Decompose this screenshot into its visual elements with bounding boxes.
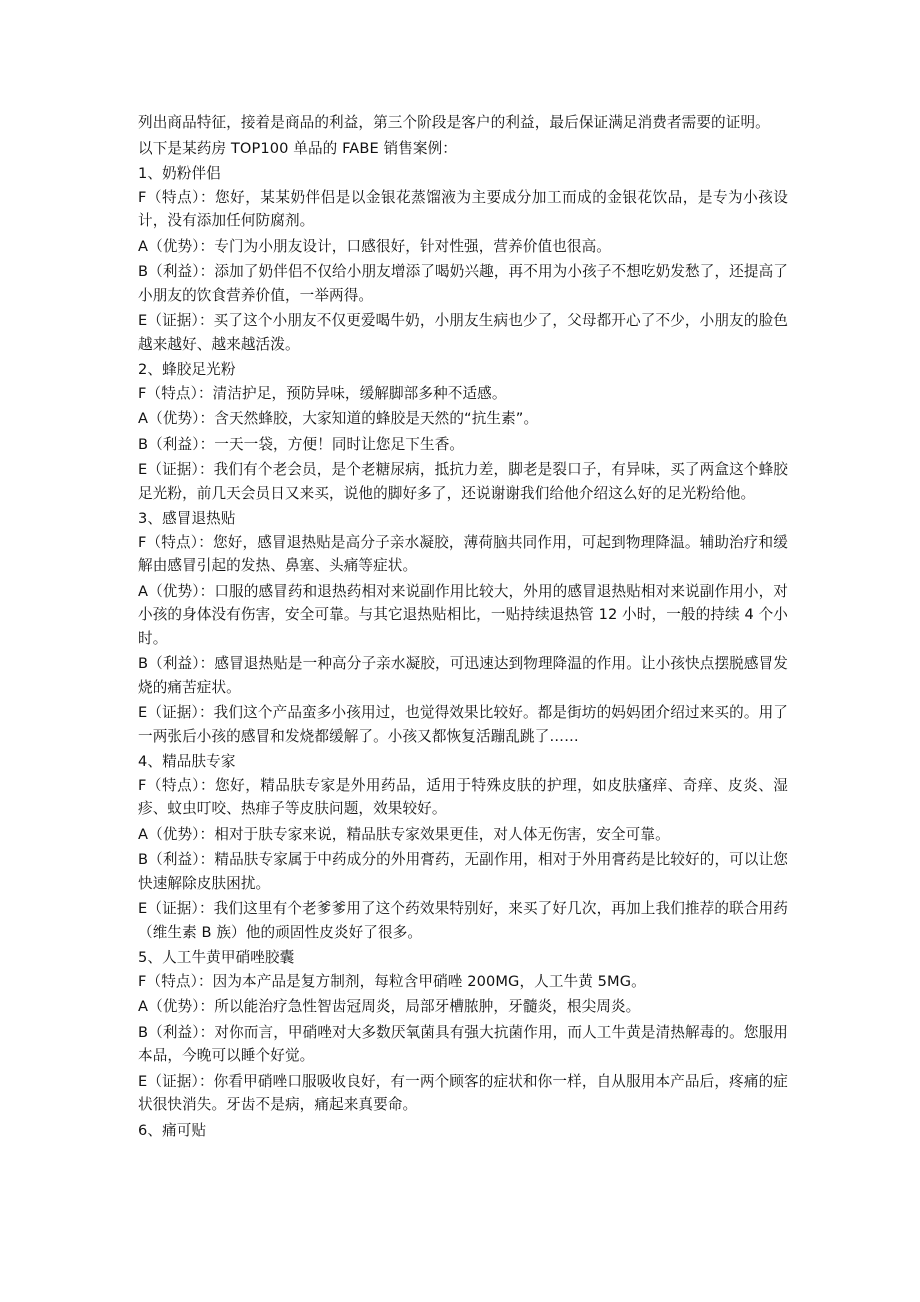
product-heading-6: 6、痛可贴 [138,1121,207,1139]
product-2-advantage: A（优势）：含天然蜂胶，大家知道的蜂胶是天然的“抗生素”。 [138,410,539,427]
product-5-benefit: B（利益）：对你而言，甲硝唑对大多数厌氧菌具有强大抗菌作用，而人工牛黄是清热解毒的。您服用本品，今晚可以睡个好觉。 [138,1023,788,1064]
product-4-evidence: E（证据）：我们这里有个老爹爹用了这个药效果特别好，来买了好几次，再加上我们推荐的联合用药（维生素 B 族）他的顽固性皮炎好了很多。 [138,900,788,941]
product-4-benefit: B（利益）：精品肤专家属于中药成分的外用膏药，无副作用，相对于外用膏药是比较好的，可以让您快速解除皮肤困扰。 [138,851,788,892]
product-3-evidence: E（证据）：我们这个产品蛮多小孩用过，也觉得效果比较好。都是街坊的妈妈团介绍过来买的。用了一两张后小孩的感冒和发烧都缓解了。小孩又都恢复活蹦乱跳了…… [138,704,788,745]
intro-paragraph: 列出商品特征，接着是商品的利益，第三个阶段是客户的利益，最后保证满足消费者需要的证明。 [138,114,770,131]
product-4-advantage: A（优势）：相对于肤专家来说，精品肤专家效果更佳，对人体无伤害，安全可靠。 [138,825,670,843]
product-5-advantage: A（优势）：所以能治疗急性智齿冠周炎，局部牙槽脓肿，牙髓炎，根尖周炎。 [138,998,641,1015]
product-heading-1: 1、奶粉伴侣 [138,165,221,182]
product-1-evidence: E（证据）：买了这个小朋友不仅更爱喝牛奶，小朋友生病也少了，父母都开心了不少，小朋友的脸色越来越好、越来越活泼。 [138,312,788,353]
product-heading-3: 3、感冒退热贴 [138,510,236,527]
document-body [138,111,788,1142]
product-heading-5: 5、人工牛黄甲硝唑胶囊 [138,949,295,966]
product-5-evidence: E（证据）：你看甲硝唑口服吸收良好，有一两个顾客的症状和你一样，自从服用本产品后，疼痛的症状很快消失。牙齿不是病，痛起来真要命。 [138,1072,788,1113]
product-1-advantage: A（优势）：专门为小朋友设计，口感很好，针对性强，营养价值也很高。 [138,237,611,255]
product-3-feature: F（特点）：您好，感冒退热贴是高分子亲水凝胶，薄荷脑共同作用，可起到物理降温。辅助治疗和缓解由感冒引起的发热、鼻塞、头痛等症状。 [138,533,788,574]
product-2-feature: F（特点）：清洁护足，预防异味，缓解脚部多种不适感。 [138,384,507,402]
product-5-feature: F（特点）：因为本产品是复方制剂，每粒含甲硝唑 200MG，人工牛黄 5MG。 [138,972,646,990]
product-4-feature: F（特点）：您好，精品肤专家是外用药品，适用于特殊皮肤的护理，如皮肤瘙痒、奇痒、皮炎、湿疹、蚊虫叮咬、热痱子等皮肤问题，效果较好。 [138,776,788,817]
product-2-benefit: B（利益）：一天一袋，方便！同时让您足下生香。 [138,435,465,453]
product-heading-2: 2、蜂胶足光粉 [138,361,236,378]
product-3-advantage: A（优势）：口服的感冒药和退热药相对来说副作用比较大，外用的感冒退热贴相对来说副作用小，对小孩的身体没有伤害，安全可靠。与其它退热贴相比，一贴持续退热管 12 小时，一般的持续 4 个小时。 [138,582,788,647]
product-2-evidence: E（证据）：我们有个老会员，是个老糖尿病，抵抗力差，脚老是裂口子，有异味，买了两盒这个蜂胶足光粉，前几天会员日又来买，说他的脚好多了，还说谢谢我们给他介绍这么好的足光粉给他。 [138,461,788,502]
product-heading-4: 4、精品肤专家 [138,753,236,770]
product-3-benefit: B（利益）：感冒退热贴是一种高分子亲水凝胶，可迅速达到物理降温的作用。让小孩快点摆脱感冒发烧的痛苦症状。 [138,655,788,696]
product-1-benefit: B（利益）：添加了奶伴侣不仅给小朋友增添了喝奶兴趣，再不用为小孩子不想吃奶发愁了，还提高了小朋友的饮食营养价值，一举两得。 [138,263,788,304]
intro-case-line: 以下是某药房 TOP100 单品的 FABE 销售案例： [138,139,457,157]
product-1-feature: F（特点）：您好，某某奶伴侣是以金银花蒸馏液为主要成分加工而成的金银花饮品，是专为小孩设计，没有添加任何防腐剂。 [138,188,788,229]
